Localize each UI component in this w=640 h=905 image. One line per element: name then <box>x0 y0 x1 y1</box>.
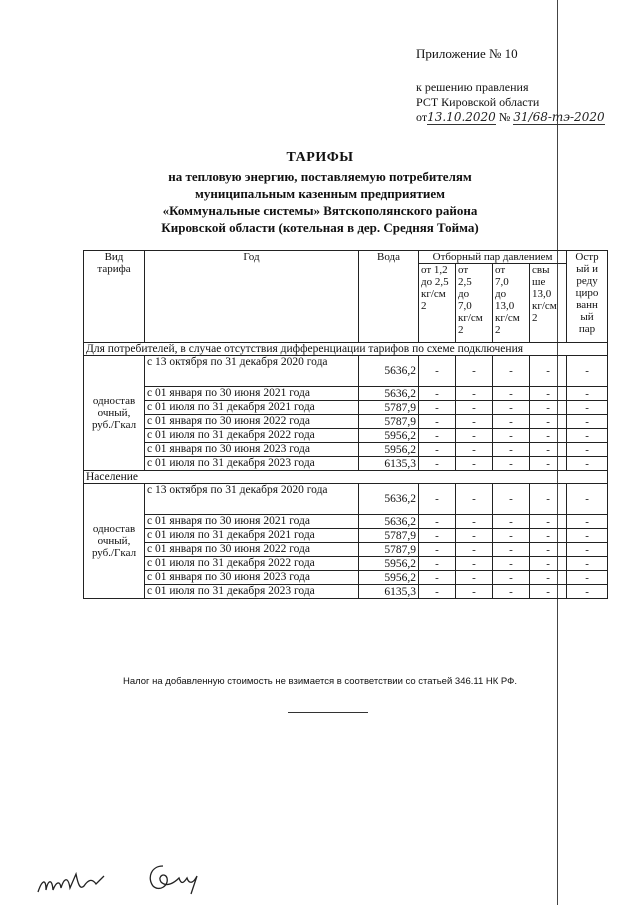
subtitle-line-4: Кировской области (котельная в дер. Средняя Тойма) <box>161 220 479 235</box>
header-steam-text: кг/см <box>421 288 446 300</box>
table-row <box>84 543 608 557</box>
steam-tariff-cell: - <box>493 529 530 543</box>
header-steam-col <box>493 264 530 343</box>
signature-mark-1 <box>36 870 108 896</box>
steam-tariff-cell: - <box>493 415 530 429</box>
document-subtitle <box>0 168 640 236</box>
steam-tariff-cell: - <box>493 457 530 471</box>
tariff-type-text: одностав <box>92 523 136 535</box>
header-steam-text: 2 <box>421 300 427 312</box>
header-ostry-text: реду <box>576 275 598 287</box>
water-tariff-cell: 5956,2 <box>359 571 419 585</box>
header-steam-text: до <box>495 288 507 300</box>
steam-tariff-cell: - <box>530 401 567 415</box>
period-cell: с 01 января по 30 июня 2021 года <box>145 387 359 401</box>
steam-tariff-cell: - <box>456 529 493 543</box>
separator-line <box>288 712 368 713</box>
header-steam-text: 2 <box>495 324 501 336</box>
table-row <box>84 415 608 429</box>
header-ostry-text: ый и <box>576 263 598 275</box>
steam-tariff-cell: - <box>567 557 608 571</box>
steam-tariff-cell: - <box>493 401 530 415</box>
steam-tariff-cell: - <box>456 484 493 515</box>
steam-tariff-cell: - <box>530 529 567 543</box>
steam-tariff-cell: - <box>530 457 567 471</box>
header-steam-text: 13,0 <box>495 300 515 312</box>
header-steam-text: 2,5 <box>458 276 472 288</box>
water-tariff-cell: 5787,9 <box>359 401 419 415</box>
tariff-type <box>84 356 145 471</box>
steam-tariff-cell: - <box>567 415 608 429</box>
tariff-table <box>83 250 608 599</box>
steam-tariff-cell: - <box>567 543 608 557</box>
header-steam-col <box>419 264 456 343</box>
steam-tariff-cell: - <box>419 515 456 529</box>
table-row <box>84 387 608 401</box>
decision-reference <box>416 80 636 125</box>
steam-tariff-cell: - <box>567 387 608 401</box>
header-row <box>84 251 608 264</box>
header-vid <box>84 251 145 343</box>
water-tariff-cell: 5636,2 <box>359 515 419 529</box>
steam-tariff-cell: - <box>530 356 567 387</box>
tariff-type <box>84 484 145 599</box>
period-cell: с 01 июля по 31 декабря 2022 года <box>145 429 359 443</box>
header-steam-text: 2 <box>458 324 464 336</box>
steam-tariff-cell: - <box>456 585 493 599</box>
table-row <box>84 585 608 599</box>
steam-tariff-cell: - <box>530 557 567 571</box>
header-ostry-text: пар <box>578 323 596 335</box>
steam-tariff-cell: - <box>493 387 530 401</box>
steam-tariff-cell: - <box>567 529 608 543</box>
steam-tariff-cell: - <box>456 356 493 387</box>
water-tariff-cell: 5636,2 <box>359 387 419 401</box>
steam-tariff-cell: - <box>456 557 493 571</box>
tariff-type-text: очный, <box>97 407 131 419</box>
water-tariff-cell: 5787,9 <box>359 529 419 543</box>
steam-tariff-cell: - <box>530 585 567 599</box>
document-title: ТАРИФЫ <box>286 150 354 165</box>
water-tariff-cell: 5956,2 <box>359 429 419 443</box>
number-prefix: № <box>498 110 511 124</box>
subtitle-line-2: муниципальным казенным предприятием <box>195 186 445 201</box>
header-steam-text: от 1,2 <box>421 264 448 276</box>
period-cell: с 01 января по 30 июня 2021 года <box>145 515 359 529</box>
decision-date: 13.10.2020 <box>427 110 496 124</box>
steam-tariff-cell: - <box>493 585 530 599</box>
header-ostry-text: ванн <box>576 299 598 311</box>
header-steam-text: кг/см <box>458 312 483 324</box>
steam-tariff-cell: - <box>567 585 608 599</box>
steam-tariff-cell: - <box>530 443 567 457</box>
vat-note: Налог на добавленную стоимость не взимается в соответствии со статьей 346.11 НК РФ. <box>122 676 518 687</box>
steam-tariff-cell: - <box>493 356 530 387</box>
tariff-type-text: руб./Гкал <box>91 547 137 559</box>
steam-tariff-cell: - <box>456 415 493 429</box>
steam-tariff-cell: - <box>419 557 456 571</box>
decision-line-2: РСТ Кировской области <box>416 95 540 109</box>
steam-tariff-cell: - <box>419 415 456 429</box>
table-row <box>84 457 608 471</box>
header-steam-text: кг/см <box>495 312 520 324</box>
water-tariff-cell: 5956,2 <box>359 443 419 457</box>
header-steam-text: от <box>458 264 469 276</box>
steam-tariff-cell: - <box>456 457 493 471</box>
period-cell: с 13 октября по 31 декабря 2020 года <box>145 356 359 387</box>
steam-tariff-cell: - <box>493 443 530 457</box>
header-steam-text: до 2,5 <box>421 276 449 288</box>
steam-tariff-cell: - <box>530 571 567 585</box>
header-steam-text: кг/см <box>532 300 557 312</box>
table-row <box>84 515 608 529</box>
header-ostry-text: ый <box>580 311 594 323</box>
from-prefix: от <box>416 110 428 124</box>
steam-tariff-cell: - <box>419 571 456 585</box>
signature-mark-2 <box>145 862 205 896</box>
table-row <box>84 429 608 443</box>
steam-tariff-cell: - <box>567 484 608 515</box>
steam-tariff-cell: - <box>567 356 608 387</box>
period-cell: с 01 июля по 31 декабря 2023 года <box>145 585 359 599</box>
steam-tariff-cell: - <box>567 443 608 457</box>
steam-tariff-cell: - <box>530 515 567 529</box>
header-steam-col <box>456 264 493 343</box>
water-tariff-cell: 5636,2 <box>359 356 419 387</box>
steam-tariff-cell: - <box>456 401 493 415</box>
header-steam-text: 7,0 <box>495 276 509 288</box>
steam-tariff-cell: - <box>419 387 456 401</box>
header-steam-text: 2 <box>532 312 538 324</box>
water-tariff-cell: 5956,2 <box>359 557 419 571</box>
section-title: Население <box>84 471 608 484</box>
period-cell: с 13 октября по 31 декабря 2020 года <box>145 484 359 515</box>
period-cell: с 01 июля по 31 декабря 2021 года <box>145 401 359 415</box>
steam-tariff-cell: - <box>419 585 456 599</box>
decision-number: 31/68-тэ-2020 <box>513 110 605 124</box>
header-ostry <box>567 251 608 343</box>
steam-tariff-cell: - <box>419 529 456 543</box>
steam-tariff-cell: - <box>419 401 456 415</box>
table-row <box>84 571 608 585</box>
header-voda: Вода <box>359 251 419 343</box>
header-steam-text: до <box>458 288 470 300</box>
steam-tariff-cell: - <box>530 429 567 443</box>
appendix-label: Приложение № 10 <box>416 46 518 61</box>
steam-tariff-cell: - <box>530 484 567 515</box>
steam-tariff-cell: - <box>530 543 567 557</box>
table-row <box>84 401 608 415</box>
header-ostry-text: циро <box>575 287 599 299</box>
water-tariff-cell: 5787,9 <box>359 543 419 557</box>
water-tariff-cell: 5636,2 <box>359 484 419 515</box>
steam-tariff-cell: - <box>419 356 456 387</box>
steam-tariff-cell: - <box>567 429 608 443</box>
steam-tariff-cell: - <box>493 515 530 529</box>
tariff-type-text: очный, <box>97 535 131 547</box>
steam-tariff-cell: - <box>493 429 530 443</box>
steam-tariff-cell: - <box>419 443 456 457</box>
steam-tariff-cell: - <box>530 387 567 401</box>
steam-tariff-cell: - <box>493 571 530 585</box>
table-row <box>84 529 608 543</box>
header-steam-text: от <box>495 264 506 276</box>
steam-tariff-cell: - <box>567 571 608 585</box>
decision-line-1: к решению правления <box>416 80 529 94</box>
water-tariff-cell: 6135,3 <box>359 457 419 471</box>
water-tariff-cell: 5787,9 <box>359 415 419 429</box>
steam-tariff-cell: - <box>493 543 530 557</box>
header-steam-text: ше <box>532 276 546 288</box>
header-steam-col <box>530 264 567 343</box>
header-steam-group: Отборный пар давлением <box>419 251 567 264</box>
header-ostry-text: Остр <box>575 251 599 263</box>
header-steam-text: свы <box>532 264 550 276</box>
steam-tariff-cell: - <box>419 543 456 557</box>
decision-date-line <box>416 110 636 125</box>
steam-tariff-cell: - <box>419 429 456 443</box>
period-cell: с 01 января по 30 июня 2023 года <box>145 443 359 457</box>
section-row <box>84 343 608 356</box>
header-steam-text: 13,0 <box>532 288 552 300</box>
table-row <box>84 443 608 457</box>
header-god: Год <box>145 251 359 343</box>
tariff-type-text: руб./Гкал <box>91 419 137 431</box>
subtitle-line-3: «Коммунальные системы» Вятскополянского района <box>162 203 478 218</box>
steam-tariff-cell: - <box>567 457 608 471</box>
period-cell: с 01 июля по 31 декабря 2021 года <box>145 529 359 543</box>
steam-tariff-cell: - <box>456 429 493 443</box>
header-steam-text: 7,0 <box>458 300 472 312</box>
steam-tariff-cell: - <box>456 571 493 585</box>
section-title: Для потребителей, в случае отсутствия дифференциации тарифов по схеме подключения <box>84 343 608 356</box>
steam-tariff-cell: - <box>456 387 493 401</box>
steam-tariff-cell: - <box>419 457 456 471</box>
section-row <box>84 471 608 484</box>
steam-tariff-cell: - <box>567 401 608 415</box>
steam-tariff-cell: - <box>493 484 530 515</box>
steam-tariff-cell: - <box>456 543 493 557</box>
steam-tariff-cell: - <box>493 557 530 571</box>
period-cell: с 01 июля по 31 декабря 2022 года <box>145 557 359 571</box>
table-row <box>84 557 608 571</box>
water-tariff-cell: 6135,3 <box>359 585 419 599</box>
tariff-type-text: одностав <box>92 395 136 407</box>
subtitle-line-1: на тепловую энергию, поставляемую потребителям <box>168 169 472 184</box>
period-cell: с 01 января по 30 июня 2022 года <box>145 415 359 429</box>
period-cell: с 01 января по 30 июня 2022 года <box>145 543 359 557</box>
table-row <box>84 484 608 515</box>
period-cell: с 01 января по 30 июня 2023 года <box>145 571 359 585</box>
steam-tariff-cell: - <box>456 515 493 529</box>
period-cell: с 01 июля по 31 декабря 2023 года <box>145 457 359 471</box>
steam-tariff-cell: - <box>419 484 456 515</box>
table-row <box>84 356 608 387</box>
header-vid-text: тарифа <box>97 263 131 275</box>
steam-tariff-cell: - <box>456 443 493 457</box>
steam-tariff-cell: - <box>530 415 567 429</box>
steam-tariff-cell: - <box>567 515 608 529</box>
header-vid-text: Вид <box>104 251 124 263</box>
